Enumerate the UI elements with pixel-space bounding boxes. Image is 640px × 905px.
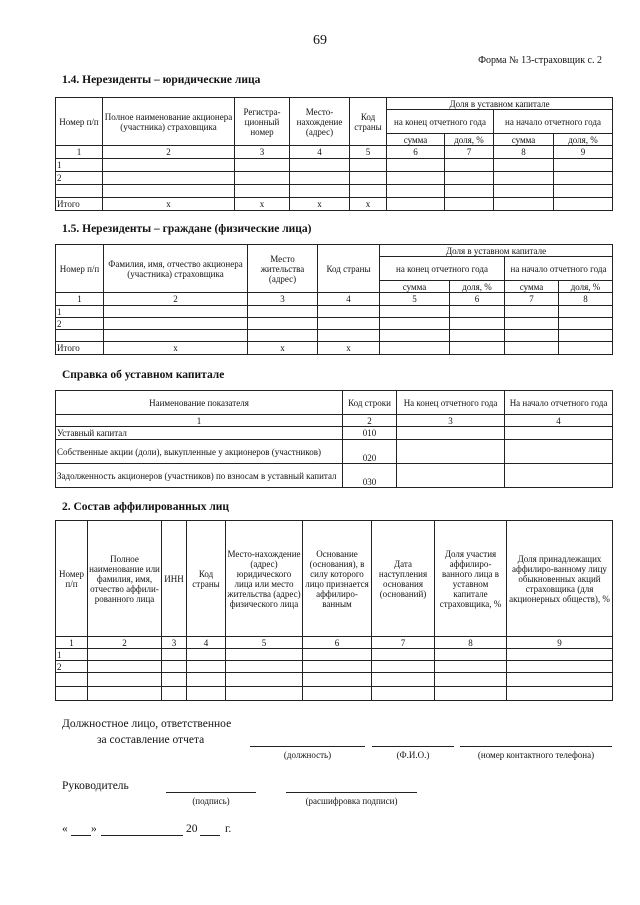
col-location: Место-нахождение (адрес) — [290, 98, 350, 146]
input-cell[interactable] — [507, 649, 613, 661]
na-mark: x — [104, 342, 248, 355]
input-cell[interactable] — [350, 172, 387, 185]
input-cell[interactable] — [103, 159, 235, 172]
col-share-end: на конец отчетного года — [387, 110, 494, 134]
input-cell[interactable] — [226, 649, 303, 661]
col-reg-number: Регистра-ционный номер — [235, 98, 290, 146]
row-number: 2 — [56, 661, 88, 673]
indicator-name: Задолженность акционеров (участников) по взносам в уставный капитал — [56, 464, 343, 488]
fio-caption: (Ф.И.О.) — [396, 750, 430, 760]
na-mark: x — [248, 342, 318, 355]
input-cell[interactable] — [435, 661, 507, 673]
col-country-code: Код страны — [187, 521, 226, 637]
table-affiliates — [55, 520, 613, 701]
col-location: Место-нахождение (адрес) юридического лица или место жительства (адрес) физического лица — [226, 521, 303, 637]
form-label: Форма № 13-страховщик с. 2 — [478, 55, 602, 66]
section-1-4-title: 1.4. Нерезиденты – юридические лица — [62, 74, 261, 86]
col-number: Номер п/п — [56, 245, 104, 293]
table-row — [56, 440, 613, 464]
col-year-start: На начало отчетного года — [505, 391, 613, 415]
col-num-cell: 7 — [372, 637, 435, 649]
col-num-cell: 8 — [559, 293, 613, 306]
col-num-cell: 6 — [450, 293, 505, 306]
col-share-start: на начало отчетного года — [494, 110, 613, 134]
input-cell[interactable] — [290, 172, 350, 185]
row-number: 2 — [56, 172, 103, 185]
total-label: Итого — [56, 198, 103, 211]
col-line-code: Код строки — [343, 391, 397, 415]
year-prefix: 20 — [186, 823, 198, 835]
position-line[interactable] — [250, 746, 365, 747]
input-cell[interactable] — [318, 318, 380, 330]
input-cell[interactable] — [103, 172, 235, 185]
col-sum: сумма — [380, 281, 450, 293]
input-cell[interactable] — [187, 661, 226, 673]
total-label: Итого — [56, 342, 104, 355]
col-inn: ИНН — [162, 521, 187, 637]
date-quote-close: » — [91, 823, 97, 835]
col-year-end: На конец отчетного года — [397, 391, 505, 415]
row-number: 1 — [56, 649, 88, 661]
col-pct: доля, % — [450, 281, 505, 293]
input-cell[interactable] — [387, 198, 445, 211]
col-num-cell: 9 — [507, 637, 613, 649]
row-number: 2 — [56, 318, 104, 330]
date-quote-open: « — [62, 823, 68, 835]
head-label: Руководитель — [62, 780, 129, 792]
col-share-end: на конец отчетного года — [380, 257, 505, 281]
col-sum: сумма — [387, 134, 445, 146]
col-num-cell: 5 — [380, 293, 450, 306]
fio-line[interactable] — [372, 746, 454, 747]
input-cell[interactable] — [397, 440, 505, 464]
line-code: 010 — [343, 427, 397, 440]
input-cell[interactable] — [104, 306, 248, 318]
input-cell[interactable] — [559, 318, 613, 330]
input-cell[interactable] — [162, 649, 187, 661]
col-pct: доля, % — [554, 134, 613, 146]
col-num-cell: 2 — [104, 293, 248, 306]
col-participation: Доля участия аффилиро-ванного лица в уставном капитале страховщика, % — [435, 521, 507, 637]
input-cell[interactable] — [505, 342, 559, 355]
total-row — [56, 342, 613, 355]
input-cell[interactable] — [248, 318, 318, 330]
col-num-cell: 5 — [350, 146, 387, 159]
col-name: Полное наименование акционера (участника) страховщика — [103, 98, 235, 146]
input-cell[interactable] — [387, 172, 445, 185]
col-num-cell: 4 — [318, 293, 380, 306]
decryption-line[interactable] — [286, 792, 417, 793]
col-num-cell: 3 — [235, 146, 290, 159]
table-row — [56, 427, 613, 440]
table-row — [56, 687, 613, 701]
col-pct: доля, % — [559, 281, 613, 293]
col-sum: сумма — [494, 134, 554, 146]
input-cell[interactable] — [450, 342, 505, 355]
col-country-code: Код страны — [318, 245, 380, 293]
col-date: Дата наступления основания (оснований) — [372, 521, 435, 637]
col-share: Доля в уставном капитале — [380, 245, 613, 257]
col-share-start: на начало отчетного года — [505, 257, 613, 281]
input-cell[interactable] — [505, 318, 559, 330]
col-num-cell: 7 — [445, 146, 494, 159]
col-num-cell: 1 — [56, 415, 343, 427]
section-2-title: 2. Состав аффилированных лиц — [62, 501, 230, 513]
col-num-cell: 6 — [303, 637, 372, 649]
input-cell[interactable] — [559, 342, 613, 355]
date-field — [62, 823, 262, 837]
table-row — [56, 330, 613, 342]
input-cell[interactable] — [235, 159, 290, 172]
col-share: Доля в уставном капитале — [387, 98, 613, 110]
na-mark: x — [350, 198, 387, 211]
input-cell[interactable] — [505, 440, 613, 464]
page-number: 69 — [313, 33, 327, 48]
input-cell[interactable] — [554, 172, 613, 185]
col-num-cell: 4 — [290, 146, 350, 159]
na-mark: x — [103, 198, 235, 211]
section-1-5-title: 1.5. Нерезиденты – граждане (физические лица) — [62, 223, 312, 235]
input-cell[interactable] — [554, 159, 613, 172]
col-basis: Основание (основания), в силу которого лицо признается аффилиро-ванным — [303, 521, 372, 637]
table-row — [56, 159, 613, 172]
col-num-cell: 2 — [103, 146, 235, 159]
input-cell[interactable] — [505, 427, 613, 440]
indicator-name: Уставный капитал — [56, 427, 343, 440]
total-row — [56, 198, 613, 211]
table-nonresident-individuals — [55, 244, 613, 355]
input-cell[interactable] — [235, 172, 290, 185]
input-cell[interactable] — [397, 427, 505, 440]
table-capital — [55, 390, 613, 488]
input-cell[interactable] — [290, 159, 350, 172]
col-number: Номер п/п — [56, 98, 103, 146]
col-num-cell: 9 — [554, 146, 613, 159]
col-num-cell: 6 — [387, 146, 445, 159]
input-cell[interactable] — [450, 318, 505, 330]
input-cell[interactable] — [350, 159, 387, 172]
na-mark: x — [290, 198, 350, 211]
table-row — [56, 318, 613, 330]
decryption-caption: (расшифровка подписи) — [305, 796, 398, 806]
input-cell[interactable] — [387, 159, 445, 172]
official-label: Должностное лицо, ответственное — [62, 718, 232, 730]
input-cell[interactable] — [104, 318, 248, 330]
official-label-2: за составление отчета — [97, 734, 205, 746]
input-cell[interactable] — [445, 159, 494, 172]
signature-line[interactable] — [166, 792, 256, 793]
input-cell[interactable] — [450, 306, 505, 318]
table-row — [56, 649, 613, 661]
input-cell[interactable] — [494, 172, 554, 185]
input-cell[interactable] — [187, 649, 226, 661]
table-nonresident-legal — [55, 97, 613, 211]
month-line[interactable] — [101, 835, 183, 836]
input-cell[interactable] — [303, 661, 372, 673]
phone-caption: (номер контактного телефона) — [477, 750, 595, 760]
input-cell[interactable] — [248, 306, 318, 318]
input-cell[interactable] — [559, 306, 613, 318]
input-cell[interactable] — [318, 306, 380, 318]
input-cell[interactable] — [380, 342, 450, 355]
table-row — [56, 185, 613, 198]
na-mark: x — [318, 342, 380, 355]
input-cell[interactable] — [226, 661, 303, 673]
input-cell[interactable] — [435, 649, 507, 661]
col-num-cell: 7 — [505, 293, 559, 306]
indicator-name: Собственные акции (доли), выкупленные у акционеров (участников) — [56, 440, 343, 464]
position-caption: (должность) — [283, 750, 332, 760]
input-cell[interactable] — [88, 649, 162, 661]
col-num-cell: 3 — [162, 637, 187, 649]
input-cell[interactable] — [380, 318, 450, 330]
col-num-cell: 1 — [56, 637, 88, 649]
input-cell[interactable] — [494, 159, 554, 172]
col-num-cell: 3 — [397, 415, 505, 427]
col-num-cell: 2 — [88, 637, 162, 649]
col-num-cell: 8 — [494, 146, 554, 159]
col-sum: сумма — [505, 281, 559, 293]
col-num-cell: 1 — [56, 146, 103, 159]
col-indicator: Наименование показателя — [56, 391, 343, 415]
capital-title: Справка об уставном капитале — [62, 369, 225, 381]
input-cell[interactable] — [372, 661, 435, 673]
year-line[interactable] — [200, 835, 220, 836]
col-num-cell: 8 — [435, 637, 507, 649]
table-row — [56, 306, 613, 318]
col-country-code: Код страны — [350, 98, 387, 146]
row-number: 1 — [56, 159, 103, 172]
col-num-cell: 4 — [505, 415, 613, 427]
input-cell[interactable] — [303, 649, 372, 661]
row-number: 1 — [56, 306, 104, 318]
year-suffix: г. — [225, 823, 232, 835]
col-num-cell: 5 — [226, 637, 303, 649]
input-cell[interactable] — [445, 172, 494, 185]
col-name: Фамилия, имя, отчество акционера (участника) страховщика — [104, 245, 248, 293]
na-mark: x — [235, 198, 290, 211]
col-num-cell: 1 — [56, 293, 104, 306]
input-cell[interactable] — [554, 198, 613, 211]
col-name: Полное наименование или фамилия, имя, отчество аффили-рованного лица — [88, 521, 162, 637]
table-row — [56, 172, 613, 185]
input-cell[interactable] — [445, 198, 494, 211]
line-code: 020 — [343, 440, 397, 464]
col-residence: Место жительства (адрес) — [248, 245, 318, 293]
phone-line[interactable] — [460, 746, 612, 747]
input-cell[interactable] — [505, 464, 613, 488]
input-cell[interactable] — [162, 661, 187, 673]
col-pct: доля, % — [445, 134, 494, 146]
day-line[interactable] — [71, 835, 91, 836]
input-cell[interactable] — [505, 306, 559, 318]
table-row — [56, 661, 613, 673]
input-cell[interactable] — [494, 198, 554, 211]
col-number: Номер п/п — [56, 521, 88, 637]
table-row — [56, 464, 613, 488]
input-cell[interactable] — [397, 464, 505, 488]
col-shares: Доля принадлежащих аффилиро-ванному лицу обыкновенных акций страховщика (для акционерных обществ), % — [507, 521, 613, 637]
input-cell[interactable] — [380, 306, 450, 318]
input-cell[interactable] — [372, 649, 435, 661]
signature-caption: (подпись) — [192, 796, 230, 806]
col-num-cell: 4 — [187, 637, 226, 649]
input-cell[interactable] — [507, 661, 613, 673]
col-num-cell: 3 — [248, 293, 318, 306]
table-row — [56, 673, 613, 687]
line-code: 030 — [343, 464, 397, 488]
col-num-cell: 2 — [343, 415, 397, 427]
input-cell[interactable] — [88, 661, 162, 673]
